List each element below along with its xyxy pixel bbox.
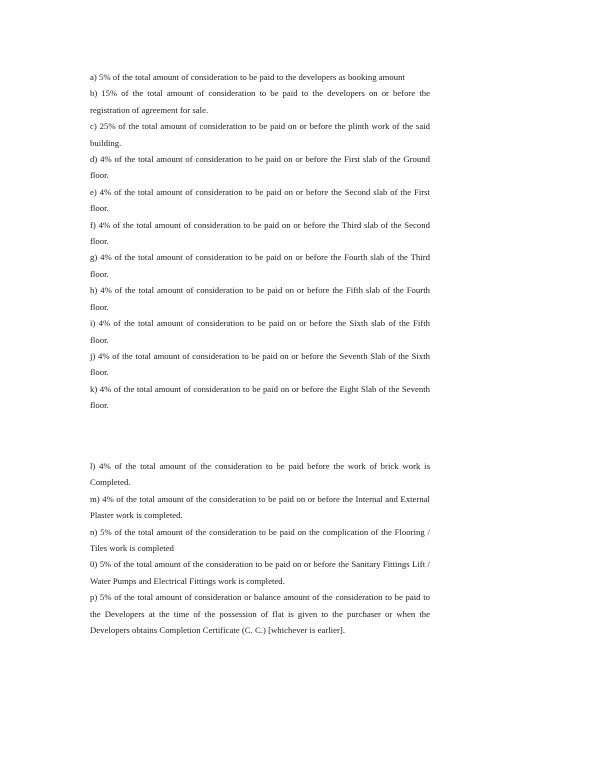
payment-clause-k: k) 4% of the total amount of consideration to be paid on or before the Eight Slab of the Seventh floor. (90, 383, 430, 411)
payment-clause-o: 0) 5% of the total amount of the consideration to be paid on or before the Sanitary Fittings Lift / Water Pumps and Electrical Fittings work is completed. (90, 559, 430, 586)
payment-schedule-part-one (90, 69, 430, 414)
payment-clause-j: j) 4% of the total amount of consideration to be paid on or before the Seventh Slab of the Sixth floor. (90, 350, 430, 378)
payment-clause-b: b) 15% of the total amount of consideration to be paid to the developers on or before the registration of agreement for sale. (90, 88, 430, 115)
payment-clause-n: n) 5% of the total amount of the consideration to be paid on the complication of the Flooring / Tiles work is completed (90, 526, 430, 554)
payment-clause-i: i) 4% of the total amount of consideration to be paid on or before the Sixth slab of the Fifth floor. (90, 318, 430, 345)
payment-schedule-part-two (90, 458, 430, 638)
payment-clause-f: f) 4% of the total amount of consideration to be paid on or before the Third slab of the Second floor. (90, 219, 430, 247)
payment-clause-g: g) 4% of the total amount of consideration to be paid on or before the Fourth slab of the Third floor. (90, 252, 430, 279)
payment-clause-d: d) 4% of the total amount of consideration to be paid on or before the First slab of the Ground floor. (90, 154, 430, 181)
payment-clause-m: m) 4% of the total amount of the consideration to be paid on or before the Internal and External Plaster work is completed. (90, 493, 430, 521)
payment-clause-c: c) 25% of the total amount of consideration to be paid on or before the plinth work of the said building. (90, 121, 430, 148)
payment-clause-h: h) 4% of the total amount of consideration to be paid on or before the Fifth slab of the Fourth floor. (90, 285, 430, 312)
payment-clause-a: a) 5% of the total amount of consideration to be paid to the developers as booking amount (90, 72, 405, 82)
payment-clause-p: p) 5% of the total amount of consideration or balance amount of the consideration to be paid to the Developers at the time of the possession of flat is given to the purchaser or when the Developers obtains Completion Certificate (C. C.) [whichever is earlier]. (90, 592, 430, 636)
payment-clause-l: l) 4% of the total amount of the consideration to be paid before the work of brick work is Completed. (90, 461, 430, 488)
payment-clause-e: e) 4% of the total amount of consideration to be paid on or before the Second slab of the First floor. (90, 186, 430, 214)
